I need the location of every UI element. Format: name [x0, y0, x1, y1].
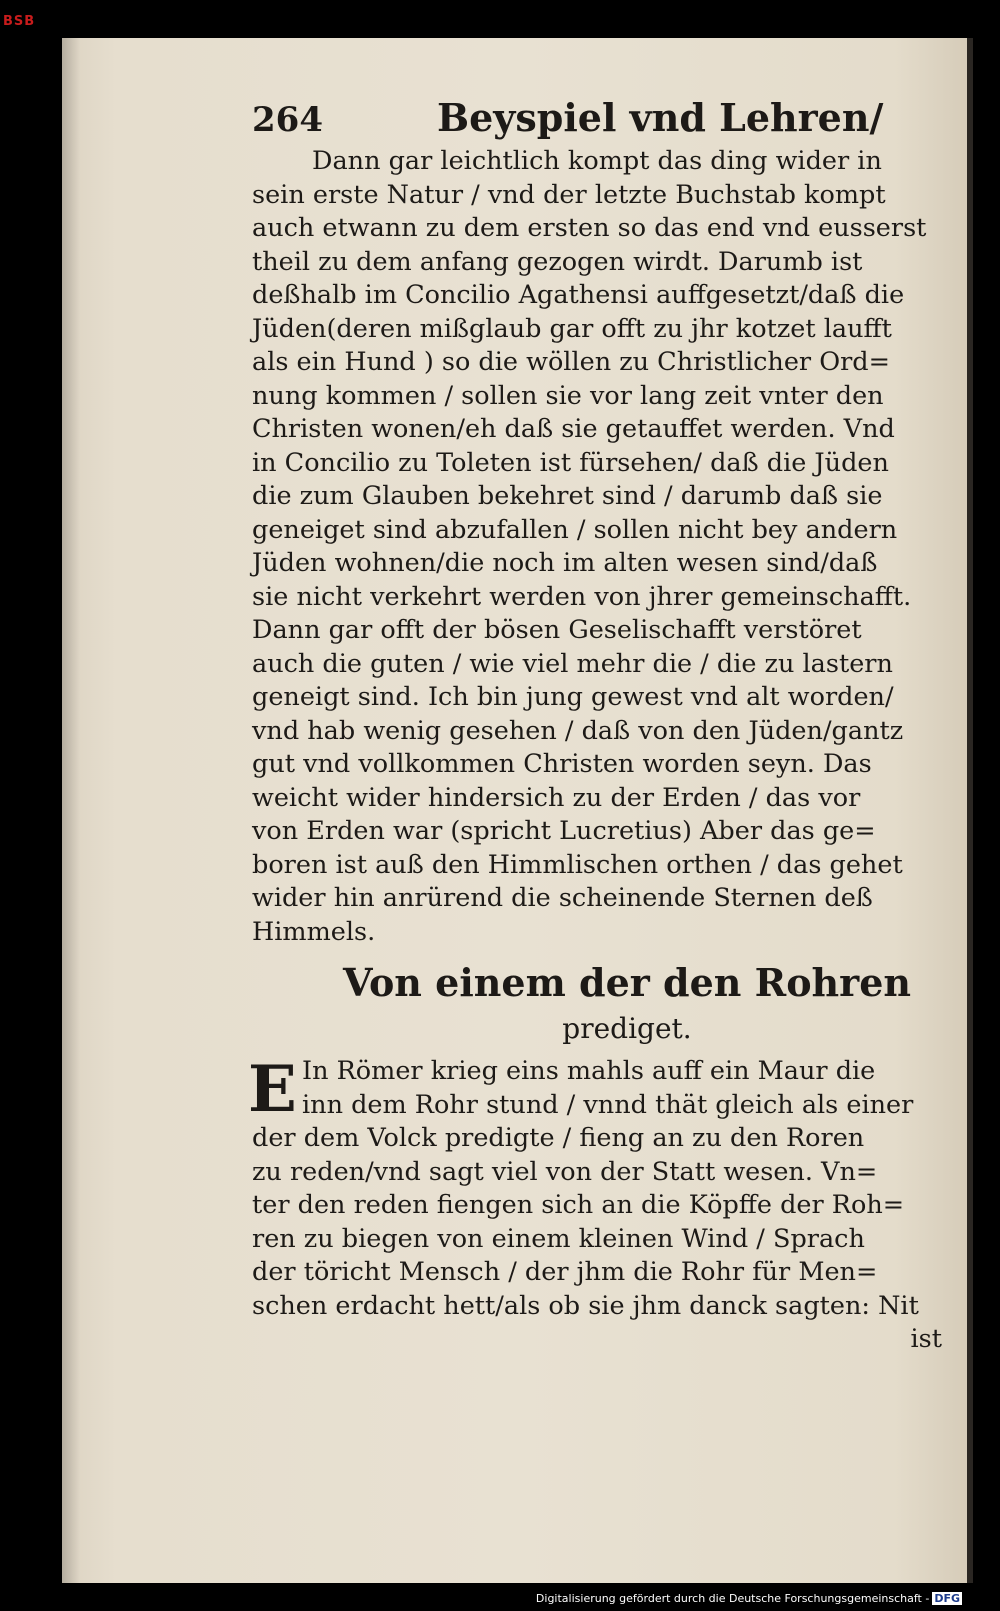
page-number: 264: [252, 100, 323, 140]
text-line: inn dem Rohr stund / vnnd thät gleich als einer: [302, 1089, 914, 1120]
text-line: geneigt sind. Ich bin jung gewest vnd alt worden/: [252, 682, 894, 712]
text-line: der töricht Mensch / der jhm die Rohr für Men=: [252, 1257, 878, 1287]
text-line: deßhalb im Concilio Agathensi auffgesetzt/daß die: [252, 280, 905, 310]
text-line: ter den reden fiengen sich an die Köpffe der Roh=: [252, 1190, 905, 1220]
text-line: die zum Glauben bekehret sind / darumb daß sie: [252, 481, 883, 511]
dfg-logo: DFG: [934, 1592, 960, 1605]
text-line: Dann gar offt der bösen Geselischafft verstöret: [252, 615, 862, 645]
text-line: Himmels.: [252, 916, 376, 947]
page-gutter-shadow: [62, 38, 80, 1583]
text-line: gut vnd vollkommen Christen worden seyn. Das: [252, 749, 872, 779]
section-paragraph: [248, 1052, 962, 1357]
text-line: von Erden war (spricht Lucretius) Aber das ge=: [252, 816, 876, 846]
credit-text: Digitalisierung gefördert durch die Deutsche Forschungsgemeinschaft -: [535, 1592, 930, 1605]
text-line: auch etwann zu dem ersten so das end vnd eusserst: [252, 213, 927, 243]
text-line: theil zu dem anfang gezogen wirdt. Darumb ist: [252, 246, 863, 277]
section-subtitle: prediget.: [562, 1012, 692, 1045]
text-line: Dann gar leichtlich kompt das ding wider in: [312, 146, 882, 176]
digitization-credit: [536, 1592, 962, 1605]
text-line: nung kommen / sollen sie vor lang zeit vnter den: [252, 380, 884, 411]
text-line: als ein Hund ) so die wöllen zu Christlicher Ord=: [252, 347, 890, 377]
text-line: in Concilio zu Toleten ist fürsehen/ daß die Jüden: [252, 447, 889, 478]
text-line: auch die guten / wie viel mehr die / die zu lastern: [252, 648, 893, 679]
library-stamp: BSB: [3, 14, 36, 29]
section-title: Von einem der den Rohren: [342, 960, 912, 1005]
page-header: [252, 95, 962, 145]
text-line: ren zu biegen von einem kleinen Wind / Sprach: [252, 1223, 865, 1254]
section-heading: [252, 957, 962, 1049]
page-text: [248, 95, 962, 1357]
text-line: schen erdacht hett/als ob sie jhm danck sagten: Nit: [252, 1290, 919, 1321]
catchword: ist: [910, 1324, 942, 1354]
text-line: Christen wonen/eh daß sie getauffet werden. Vnd: [252, 414, 895, 444]
drop-initial: E: [248, 1052, 297, 1127]
text-line: weicht wider hindersich zu der Erden / das vor: [252, 782, 861, 813]
text-line: sein erste Natur / vnd der letzte Buchstab kompt: [252, 179, 886, 210]
text-line: vnd hab wenig gesehen / daß von den Jüden/gantz: [252, 715, 904, 746]
text-line: wider hin anrürend die scheinende Sternen deß: [252, 883, 873, 913]
text-line: In Römer krieg eins mahls auff ein Maur die: [302, 1056, 876, 1086]
running-title: Beyspiel vnd Lehren/: [437, 95, 884, 140]
main-paragraph: [252, 145, 962, 949]
text-line: geneiget sind abzufallen / sollen nicht bey andern: [252, 514, 898, 545]
text-line: sie nicht verkehrt werden von jhrer gemeinschafft.: [252, 581, 912, 612]
text-line: der dem Volck predigte / fieng an zu den Roren: [252, 1123, 865, 1153]
text-line: boren ist auß den Himmlischen orthen / das gehet: [252, 849, 903, 880]
text-line: zu reden/vnd sagt viel von der Statt wesen. Vn=: [252, 1156, 878, 1187]
text-line: Jüden(deren mißglaub gar offt zu jhr kotzet laufft: [252, 313, 892, 344]
text-line: Jüden wohnen/die noch im alten wesen sind/daß: [252, 548, 878, 578]
